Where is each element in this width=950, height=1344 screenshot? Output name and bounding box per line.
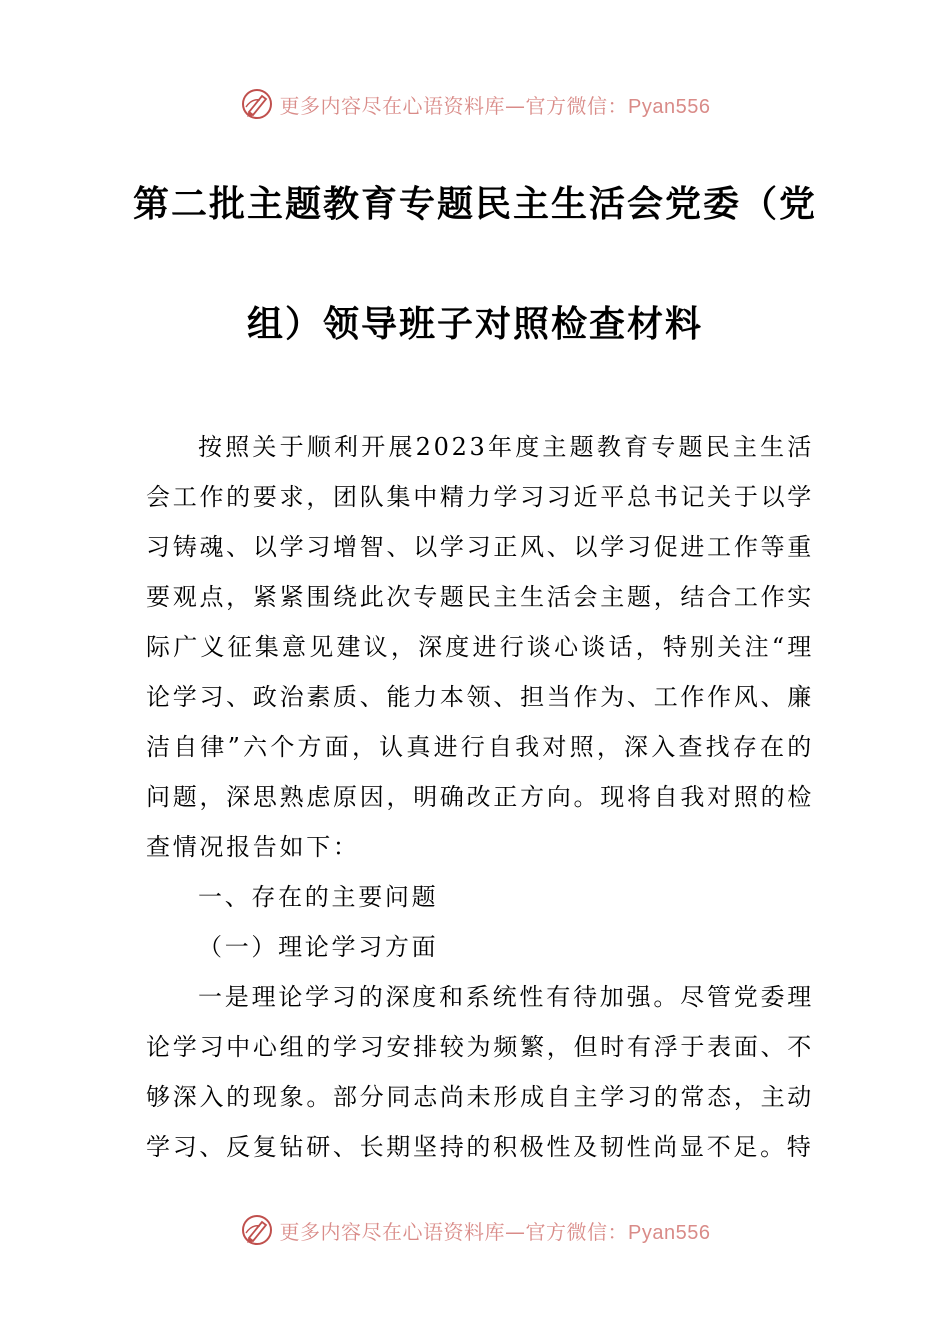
watermark-text [280, 90, 711, 119]
subsection-heading: （一）理论学习方面 [198, 933, 439, 961]
pen-logo-icon [240, 87, 274, 121]
watermark-label: 更多内容尽在心语资料库—官方微信： [279, 1219, 629, 1244]
watermark-label: 更多内容尽在心语资料库—官方微信： [279, 93, 629, 118]
document-title-line-2: 组）领导班子对照检查材料 [246, 304, 703, 345]
intro-paragraph: 按照关于顺利开展2023年度主题教育专题民主生活会工作的要求，团队集中精力学习习近平总书记关于以学习铸魂、以学习增智、以学习正风、以学习促进工作等重要观点，紧紧围绕此次专题民主生活会主题，结合工作实际广义征集意见建议，深度进行谈心谈话，特别关注“理论学习、政治素质、能力本领、担当作为、工作作风、廉洁自律”六个方面，认真进行自我对照，深入查找存在的问题，深思熟虑原因，明确改正方向。现将自我对照的检查情况报告如下： [146, 433, 814, 861]
document-title-line-1: 第二批主题教育专题民主生活会党委（党 [132, 184, 817, 225]
section-heading: 一、存在的主要问题 [198, 883, 439, 911]
footer-watermark [0, 1210, 950, 1250]
pen-logo-icon [240, 1213, 274, 1247]
point-paragraph: 一是理论学习的深度和系统性有待加强。尽管党委理论学习中心组的学习安排较为频繁，但时有浮于表面、不够深入的现象。部分同志尚未形成自主学习的常态，主动学习、反复钻研、长期坚持的积极性及韧性尚显不足。特 [146, 983, 814, 1161]
watermark-wechat-id: Pyan556 [628, 1221, 711, 1244]
header-watermark [0, 84, 950, 124]
document-body [146, 422, 814, 1172]
watermark-text [280, 1216, 711, 1245]
watermark-wechat-id: Pyan556 [628, 95, 711, 118]
